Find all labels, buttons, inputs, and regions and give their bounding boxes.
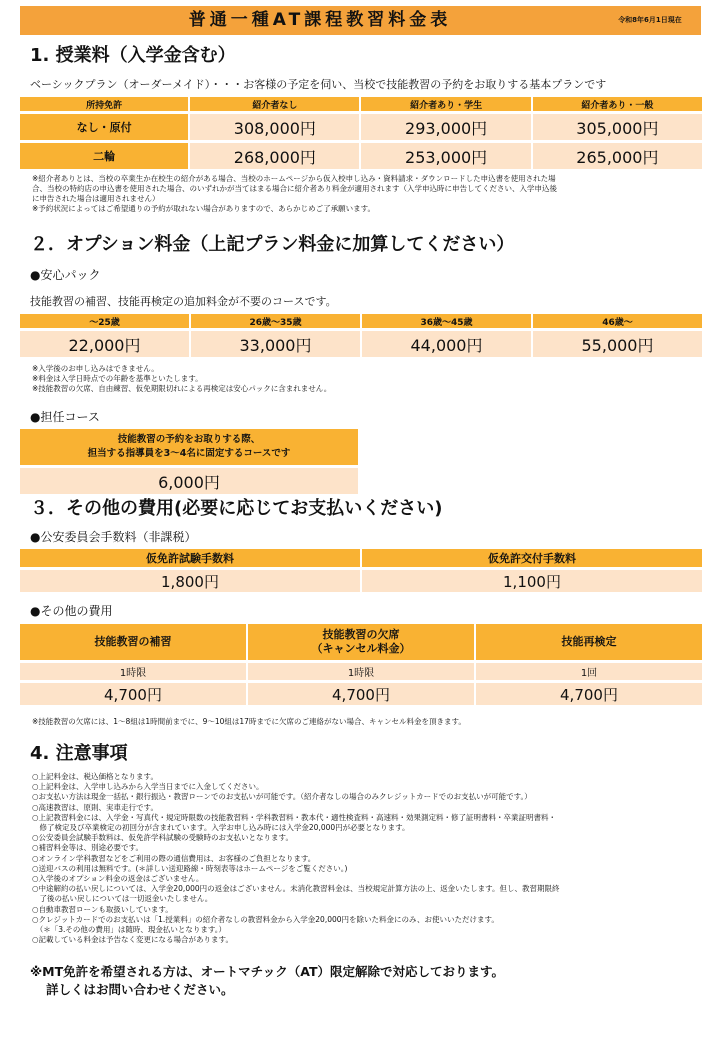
- fee-header: 仮免許交付手数料: [362, 549, 702, 567]
- list-item: ○クレジットカードでのお支払いは「1.授業料」の紹介者なしの教習料金から入学金20,000円を除いた料金にのみ、お使いいただけます。: [32, 914, 499, 924]
- list-item: ○オンライン学科教習などをご利用の際の通信費用は、お客様のご負担となります。: [32, 853, 316, 863]
- anshin-pack-notes: [32, 364, 331, 394]
- anshin-pack-description: 技能教習の補習、技能再検定の追加料金が不要のコースです。: [30, 295, 337, 308]
- list-item: ○記載している料金は予告なく変更になる場合があります。: [32, 935, 233, 945]
- anshin-pack-title: ●安心パック: [30, 268, 101, 282]
- list-item: ○中途解約の払い戻しについては、入学金20,000円の返金はございません。未消化教習料金は、当校規定計算方法の上、返金いたします。但し、教習期限終: [32, 884, 560, 894]
- price-cell: 4,700円: [248, 683, 474, 705]
- price-cell: 308,000円: [190, 114, 359, 140]
- list-item: 修了検定及び卒業検定の初回分が含まれています。入学お申し込み時には入学金20,000円が必要となります。: [32, 823, 410, 833]
- other-costs-title: ●その他の費用: [30, 604, 113, 618]
- other-costs-note: ※技能教習の欠席には、1～8組は1時間前までに、9～10組は17時までに欠席のご連絡がない場合、キャンセル料金を頂きます。: [32, 717, 466, 726]
- unit-row: [20, 663, 702, 680]
- table-row: [20, 570, 702, 592]
- note-line: ※予約状況によってはご希望通りの予約が取れない場合がありますので、あらかじめご了承願います。: [32, 204, 376, 213]
- list-item: （＊「3.その他の費用」は随時、現金払いとなります。）: [32, 925, 227, 935]
- tanin-header: [20, 429, 358, 465]
- price-cell: 293,000円: [361, 114, 530, 140]
- note-line: ※紹介者ありとは、当校の卒業生か在校生の紹介がある場合、当校のホームページから仮入校申し込み・資料請求・ダウンロードした申込書を使用された場: [32, 174, 556, 183]
- section1-description: ベーシックプラン（オーダーメイド）・・・お客様の予定を伺い、当校で技能教習の予約をお取りする基本プランです: [30, 78, 607, 91]
- price-cell: 55,000円: [533, 331, 702, 357]
- note-line: ※入学後のお申し込みはできません。: [32, 364, 159, 373]
- other-header: [20, 624, 246, 660]
- list-item: ○補習料金等は、別途必要です。: [32, 843, 143, 853]
- section1-notes: [32, 174, 702, 214]
- tanin-header-line: 技能教習の予約をお取りする際、: [117, 434, 261, 445]
- list-item: ○入学後のオプション料金の返金はございません。: [32, 874, 204, 884]
- list-item: ○高速教習は、原則、実車走行です。: [32, 802, 158, 812]
- list-item: ○公安委員会試験手数料は、仮免許学科試験の受験時のお支払いとなります。: [32, 833, 293, 843]
- price-cell: 4,700円: [476, 683, 702, 705]
- table-row: [20, 331, 702, 357]
- fee-header: 仮免許試験手数料: [20, 549, 360, 567]
- mt-license-note: ※MT免許を希望される方は、オートマチック（AT）限定解除で対応しております。: [30, 964, 504, 979]
- age-header: 36歳～45歳: [362, 314, 531, 328]
- price-cell: 22,000円: [20, 331, 189, 357]
- page-title: 普通一種AT課程教習料金表: [188, 10, 452, 30]
- other-header-line: 技能再検定: [561, 635, 617, 648]
- age-header: ～25歳: [20, 314, 189, 328]
- notice-list: [32, 772, 702, 945]
- col-header-referral-student: 紹介者あり・学生: [361, 97, 530, 111]
- other-header-row: [20, 624, 702, 660]
- anshin-header-row: [20, 314, 702, 328]
- other-header-line: 技能教習の欠席: [322, 628, 400, 641]
- tanin-header-row: [20, 429, 358, 465]
- row-label: 二輪: [20, 143, 188, 169]
- effective-date: 令和8年6月1日現在: [618, 16, 682, 24]
- price-cell: 268,000円: [190, 143, 359, 169]
- unit-cell: 1時限: [20, 663, 246, 680]
- tuition-header-row: [20, 97, 702, 111]
- unit-cell: 1時限: [248, 663, 474, 680]
- fee-header-row: [20, 549, 702, 567]
- price-cell: 1,100円: [362, 570, 702, 592]
- tuition-table: [18, 94, 704, 172]
- other-header-line: 技能教習の補習: [94, 635, 172, 648]
- list-item: ○上記教習料金には、入学金・写真代・規定時限数の技能教習料・学科教習料・教本代・適性検査料・高速料・効果測定料・修了証明書料・卒業証明書料・: [32, 812, 557, 822]
- other-header: [476, 624, 702, 660]
- note-line: 合、当校の特約店の申込書を使用された場合、のいずれかが当てはまる場合に紹介者あり料金が適用されます（入学申込時に申告してください、入学申込後: [32, 184, 557, 193]
- public-fee-title: ●公安委員会手数料（非課税）: [30, 530, 197, 544]
- row-label: なし・原付: [20, 114, 188, 140]
- age-header: 46歳～: [533, 314, 702, 328]
- list-item: ○上記料金は、入学申し込みから入学当日までに入金してください。: [32, 782, 264, 792]
- other-header-line: （キャンセル料金）: [311, 642, 411, 655]
- tanin-course-title: ●担任コース: [30, 410, 100, 424]
- list-item: ○上記料金は、税込価格となります。: [32, 772, 158, 781]
- price-cell: 44,000円: [362, 331, 531, 357]
- col-header-no-referral: 紹介者なし: [190, 97, 359, 111]
- price-cell: 33,000円: [191, 331, 360, 357]
- section2-heading: ２．オプション料金（上記プラン料金に加算してください）: [30, 234, 515, 255]
- note-line: ※料金は入学日時点での年齢を基準といたします。: [32, 374, 203, 383]
- price-cell: 6,000円: [20, 468, 358, 494]
- price-cell: 305,000円: [533, 114, 702, 140]
- col-header-referral-general: 紹介者あり・一般: [533, 97, 702, 111]
- col-header-license: 所持免許: [20, 97, 188, 111]
- price-cell: 1,800円: [20, 570, 360, 592]
- table-row: [20, 683, 702, 705]
- inquiry-note: 詳しくはお問い合わせください。: [46, 982, 234, 997]
- price-cell: 265,000円: [533, 143, 702, 169]
- table-row: [20, 468, 358, 494]
- list-item: ○お支払い方法は現金一括払・銀行振込・教習ローンでのお支払いが可能です。（紹介者なしの場合のみクレジットカードでのお支払いが可能です。）: [32, 792, 532, 802]
- tanin-course-table: [18, 426, 360, 497]
- anshin-pack-table: [18, 311, 704, 360]
- age-header: 26歳～35歳: [191, 314, 360, 328]
- other-costs-table: [18, 621, 704, 708]
- note-line: ※技能教習の欠席、自由練習、仮免期限切れによる再検定は安心パックに含まれません。: [32, 384, 332, 393]
- section1-heading: 1. 授業料（入学金含む）: [30, 45, 236, 66]
- price-cell: 253,000円: [361, 143, 530, 169]
- list-item: ○自動車教習ローンも取扱いしています。: [32, 904, 173, 914]
- section3-heading: ３．その他の費用(必要に応じてお支払いください): [30, 498, 443, 519]
- list-item: 了後の払い戻しについては一切返金いたしません。: [32, 894, 213, 904]
- section4-heading: 4. 注意事項: [30, 743, 128, 764]
- unit-cell: 1回: [476, 663, 702, 680]
- tanin-header-line: 担当する指導員を3～4名に固定するコースです: [87, 448, 291, 459]
- list-item: ○送迎バスの利用は無料です。(＊詳しい送迎路線・時刻表等はホームページをご覧ください。): [32, 863, 348, 873]
- table-row: [20, 143, 702, 169]
- table-row: [20, 114, 702, 140]
- note-line: に申告された場合は適用されません）: [32, 194, 160, 203]
- other-header: [248, 624, 474, 660]
- public-fee-table: [18, 546, 704, 595]
- price-cell: 4,700円: [20, 683, 246, 705]
